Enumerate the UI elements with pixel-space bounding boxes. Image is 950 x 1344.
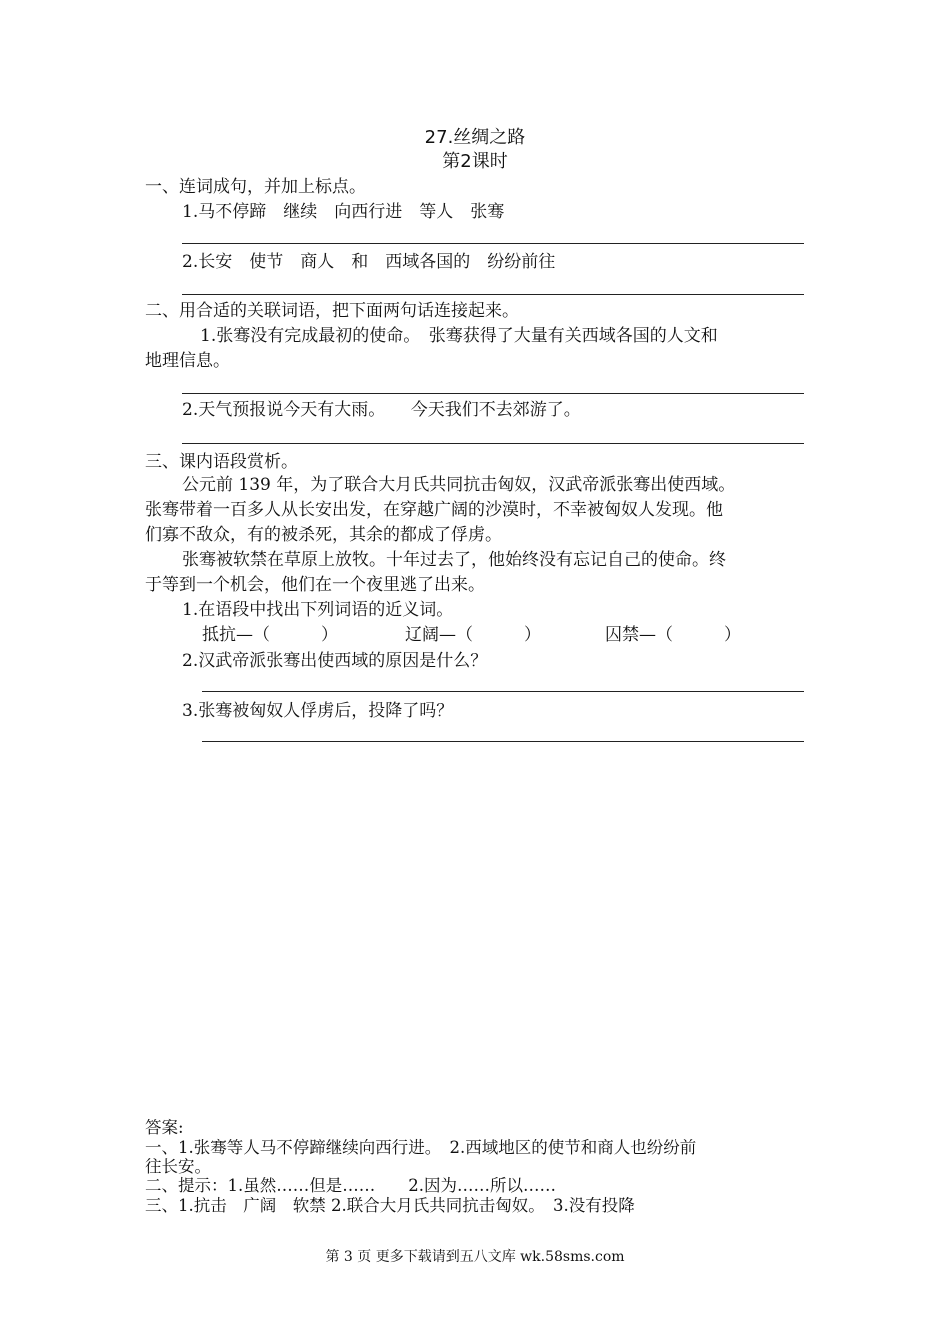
answer-line-text: 三、1.抗击 广阔 软禁 2.联合大月氏共同抗击匈奴。 3.没有投降 [145,1196,635,1215]
answer-line [202,691,804,692]
page-subtitle: 第2课时 [442,151,508,172]
section3-question2: 2.汉武帝派张骞出使西域的原因是什么？ [182,651,488,671]
answer-line [182,243,804,244]
section2-question2: 2.天气预报说今天有大雨。 今天我们不去郊游了。 [182,400,581,420]
section3-heading: 三、课内语段赏析。 [145,452,298,472]
section1-heading: 一、连词成句，并加上标点。 [145,177,366,197]
page-footer: 第 3 页 更多下载请到五八文库 wk.58sms.com [325,1249,625,1265]
answers-label: 答案: [145,1118,184,1137]
passage-line: 张骞带着一百多人从长安出发，在穿越广阔的沙漠时，不幸被匈奴人发现。他 [145,500,723,520]
synonym-item: 辽阔—（ ） [405,625,541,645]
answer-line [182,393,804,394]
section2-question1: 1.张骞没有完成最初的使命。 张骞获得了大量有关西域各国的人文和 [200,326,718,346]
section3-question3: 3.张骞被匈奴人俘虏后，投降了吗？ [182,701,454,721]
section2-heading: 二、用合适的关联词语，把下面两句话连接起来。 [145,301,519,321]
page-title: 27.丝绸之路 [424,127,526,148]
answer-line [182,294,804,295]
answer-line [182,443,804,444]
section1-question2: 2.长安 使节 商人 和 西域各国的 纷纷前往 [182,252,556,272]
section2-question1-cont: 地理信息。 [145,351,230,371]
section1-question1: 1.马不停蹄 继续 向西行进 等人 张骞 [182,202,505,222]
section3-question1: 1.在语段中找出下列词语的近义词。 [182,600,454,620]
answer-line-text: 二、提示：1.虽然……但是…… 2.因为……所以…… [145,1176,556,1195]
answer-line-text: 往长安。 [145,1157,211,1176]
answer-line-text: 一、1.张骞等人马不停蹄继续向西行进。 2.西域地区的使节和商人也纷纷前 [145,1138,697,1157]
passage-line: 们寡不敌众，有的被杀死，其余的都成了俘虏。 [145,525,502,545]
passage-line: 张骞被软禁在草原上放牧。十年过去了，他始终没有忘记自己的使命。终 [182,550,726,570]
synonym-item: 抵抗—（ ） [202,625,338,645]
answer-line [202,741,804,742]
passage-line: 公元前 139 年，为了联合大月氏共同抗击匈奴，汉武帝派张骞出使西域。 [182,475,736,495]
synonym-item: 囚禁—（ ） [605,625,741,645]
passage-line: 于等到一个机会，他们在一个夜里逃了出来。 [145,575,485,595]
